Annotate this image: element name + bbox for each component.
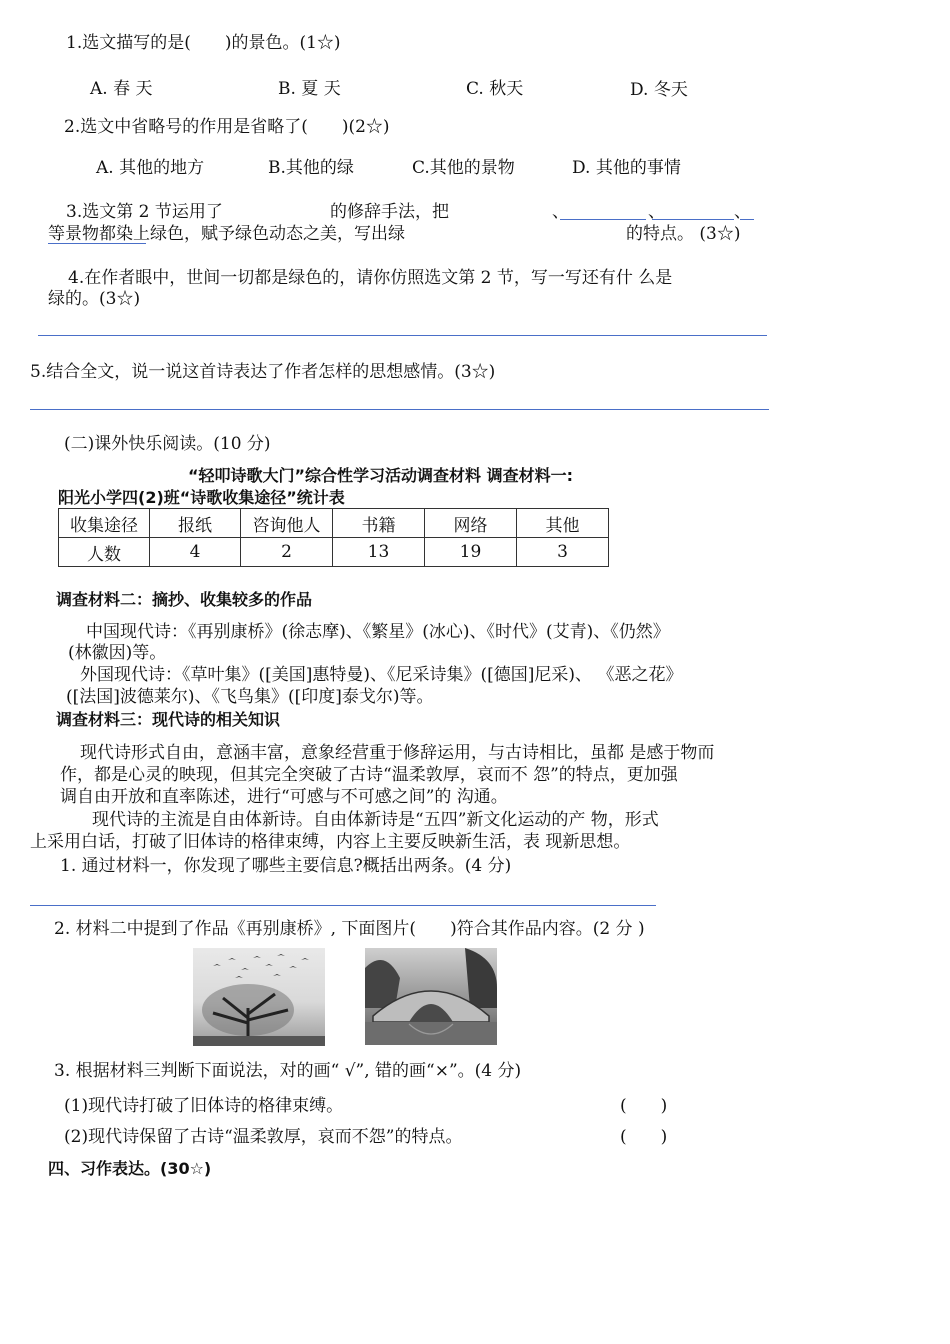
q5-answer-line[interactable] [30,409,769,410]
table-cell: 4 [150,538,241,567]
q4-line-1: 4.在作者眼中，世间一切都是绿色的，请你仿照选文第 2 节，写一写还有什 么是 [68,268,673,288]
material3-p1-line-3: 调自由开放和直率陈述，进行“可感与不可感之间”的 沟通。 [60,787,508,807]
q3-line2-start: 等景物都染上绿色，赋予绿色动态之美，写出绿 [48,224,405,244]
material3-p2-line-2: 上采用白话，打破了旧体诗的格律束缚，内容上主要反映新生活，表 现新思想。 [30,832,631,852]
stat-table [58,508,609,567]
q1-option-d: D. 冬天 [630,80,688,100]
table-header-row [59,509,609,538]
subquestion-1-answer-line[interactable] [30,905,656,906]
material3-p1-line-2: 作，都是心灵的映现，但其完全突破了古诗“温柔敦厚，哀而不 怨”的特点，更加强 [60,765,678,785]
material2-foreign-line-1: 外国现代诗：《草叶集》([美国]惠特曼)、《尼采诗集》([德国]尼采)、 《恶之花》 [80,665,683,685]
table-header-cell: 书籍 [333,509,425,538]
survey-title: “轻叩诗歌大门”综合性学习活动调查材料 调查材料一: [188,466,574,485]
q3-sep-3: 、 [734,202,751,222]
arch-bridge-drawing [365,948,497,1045]
q1-question: 1.选文描写的是( )的景色。(1☆) [66,33,341,53]
q1-option-c: C. 秋天 [466,79,524,99]
table-cell: 19 [425,538,517,567]
q3-line1-start: 3.选文第 2 节运用了 [66,202,223,222]
material3-title: 调查材料三：现代诗的相关知识 [56,710,281,729]
subquestion-1: 1. 通过材料一，你发现了哪些主要信息?概括出两条。(4 分) [60,856,512,876]
q2-option-c: C.其他的景物 [412,158,515,178]
q3-sep-2: 、 [648,202,665,222]
q5-question: 5.结合全文，说一说这首诗表达了作者怎样的思想感情。(3☆) [30,362,496,382]
arch-bridge-photo[interactable] [365,948,497,1045]
judge-item-2: (2)现代诗保留了古诗“温柔敦厚，哀而不怨”的特点。 [64,1127,463,1147]
q3-line2-end: 的特点。 (3☆) [626,224,741,244]
table-cell: 3 [517,538,609,567]
table-header-cell: 网络 [425,509,517,538]
material2-chinese-line-1: 中国现代诗：《再别康桥》(徐志摩)、《繁星》(冰心)、《时代》(艾青)、《仍然》 [86,622,670,642]
material3-p1-line-1: 现代诗形式自由，意涵丰富，意象经营重于修辞运用，与古诗相比，虽都 是感于物而 [80,743,715,763]
table-cell: 13 [333,538,425,567]
q3-sep-1: 、 [552,202,569,222]
table-header-cell: 报纸 [150,509,241,538]
table-header-cell: 收集途径 [59,509,150,538]
judge-item-1: (1)现代诗打破了旧体诗的格律束缚。 [64,1096,344,1116]
q3-line1-mid: 的修辞手法，把 [330,202,449,222]
q2-option-d: D. 其他的事情 [572,158,681,178]
q3-blank-4[interactable] [48,243,146,244]
table-caption: 阳光小学四(2)班“诗歌收集途径”统计表 [58,488,345,507]
subquestion-3: 3. 根据材料三判断下面说法，对的画“ √”, 错的画“×”。(4 分) [54,1061,522,1081]
tree-birds-photo[interactable] [193,948,325,1046]
q3-blank-1[interactable] [560,219,646,220]
q2-question: 2.选文中省略号的作用是省略了( )(2☆) [64,117,390,137]
material3-p2-line-1: 现代诗的主流是自由体新诗。自由体新诗是“五四”新文化运动的产 物，形式 [92,810,659,830]
table-header-cell: 咨询他人 [241,509,333,538]
section2-heading: (二)课外快乐阅读。(10 分) [64,434,271,454]
material2-title: 调查材料二：摘抄、收集较多的作品 [56,590,313,609]
judge-item-2-blank[interactable]: ( ) [620,1127,668,1147]
tree-birds-drawing [193,948,325,1046]
q1-option-b: B. 夏 天 [278,79,341,99]
q2-option-a: A. 其他的地方 [96,158,205,178]
table-row [59,538,609,567]
q4-answer-line[interactable] [38,335,767,336]
q4-line-2: 绿的。(3☆) [48,289,141,309]
section4-heading: 四、习作表达。(30☆) [48,1159,212,1178]
q3-blank-3[interactable] [740,219,754,220]
material2-foreign-line-2: ([法国]波德莱尔)、《飞鸟集》([印度]泰戈尔)等。 [66,687,434,707]
table-cell: 人数 [59,538,150,567]
q2-option-b: B.其他的绿 [268,158,354,178]
q3-blank-2[interactable] [652,219,734,220]
material2-chinese-line-2: (林徽因)等。 [68,643,167,663]
table-cell: 2 [241,538,333,567]
q1-option-a: A. 春 天 [90,79,153,99]
table-header-cell: 其他 [517,509,609,538]
subquestion-2: 2. 材料二中提到了作品《再别康桥》, 下面图片( )符合其作品内容。(2 分 ) [54,919,645,939]
judge-item-1-blank[interactable]: ( ) [620,1096,668,1116]
